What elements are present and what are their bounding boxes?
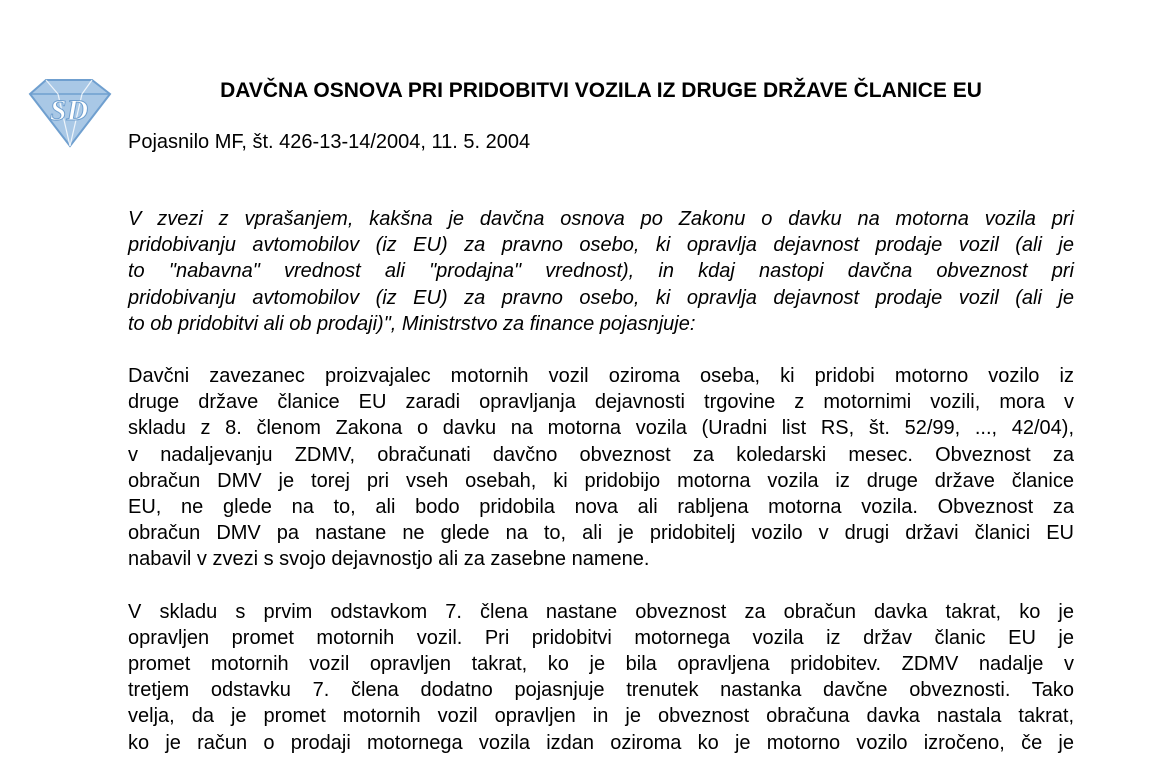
text-line: obračun DMV pa nastane ne glede na to, ali je pridobitelj vozilo v drugi državi članici EU: [128, 522, 1074, 545]
text-line: obračun DMV je torej pri vseh osebah, ki pridobijo motorna vozila iz druge države članice: [128, 469, 1074, 492]
explanation-paragraph-1: [128, 363, 1074, 573]
text-line: velja, da je promet motornih vozil opravljen in je obveznost obračuna davka nastala takrat,: [128, 705, 1074, 728]
text-line: tretjem odstavku 7. člena dodatno pojasnjuje trenutek nastanka davčne obveznosti. Tako: [128, 679, 1074, 702]
document-body: [128, 206, 1074, 782]
text-line: to "nabavna" vrednost ali "prodajna" vrednost), in kdaj nastopi davčna obveznost pri: [128, 260, 1074, 283]
text-line: V skladu s prvim odstavkom 7. člena nastane obveznost za obračun davka takrat, ko je: [128, 600, 1074, 623]
logo-lettering: SD: [49, 94, 89, 127]
text-line: ko je račun o prodaji motornega vozila izdan oziroma ko je motorno vozilo izročeno, če je: [128, 731, 1074, 754]
logo: [26, 76, 112, 150]
text-line: pridobivanju avtomobilov (iz EU) za pravno osebo, ki opravlja dejavnost prodaje vozil (ali je: [128, 286, 1074, 309]
text-line: V zvezi z vprašanjem, kakšna je davčna osnova po Zakonu o davku na motorna vozila pri: [128, 208, 1074, 230]
explanation-paragraph-2: [128, 599, 1074, 756]
text-line: nabavil v zvezi s svojo dejavnostjo ali za zasebne namene.: [128, 548, 650, 571]
text-line: v nadaljevanju ZDMV, obračunati davčno obveznost za koledarski mesec. Obveznost za: [128, 443, 1074, 466]
diamond-logo-icon: [26, 76, 112, 150]
text-line: opravljen promet motornih vozil. Pri pridobitvi motornega vozila iz držav članic EU je: [128, 626, 1074, 649]
document-subtitle: Pojasnilo MF, št. 426-13-14/2004, 11. 5. 2004: [128, 131, 531, 153]
text-line: promet motornih vozil opravljen takrat, ko je bila opravljena pridobitev. ZDMV nadalje v: [128, 653, 1074, 676]
text-line: Davčni zavezanec proizvajalec motornih vozil oziroma oseba, ki pridobi motorno vozilo iz: [128, 365, 1074, 388]
text-line: druge države članice EU zaradi opravljanja dejavnosti trgovine z motornimi vozili, mora v: [128, 391, 1074, 414]
intro-question-paragraph: [128, 206, 1074, 337]
text-line: skladu z 8. členom Zakona o davku na motorna vozila (Uradni list RS, št. 52/99, ..., 42/04),: [128, 417, 1074, 440]
text-line: to ob pridobitvi ali ob prodaji)", Ministrstvo za finance pojasnjuje:: [128, 312, 696, 335]
text-line: pridobivanju avtomobilov (iz EU) za pravno osebo, ki opravlja dejavnost prodaje vozil (ali je: [128, 234, 1074, 257]
document-title: DAVČNA OSNOVA PRI PRIDOBITVI VOZILA IZ DRUGE DRŽAVE ČLANICE EU: [220, 79, 982, 102]
text-line: EU, ne glede na to, ali bodo pridobila nova ali rabljena motorna vozila. Obveznost za: [128, 496, 1074, 519]
